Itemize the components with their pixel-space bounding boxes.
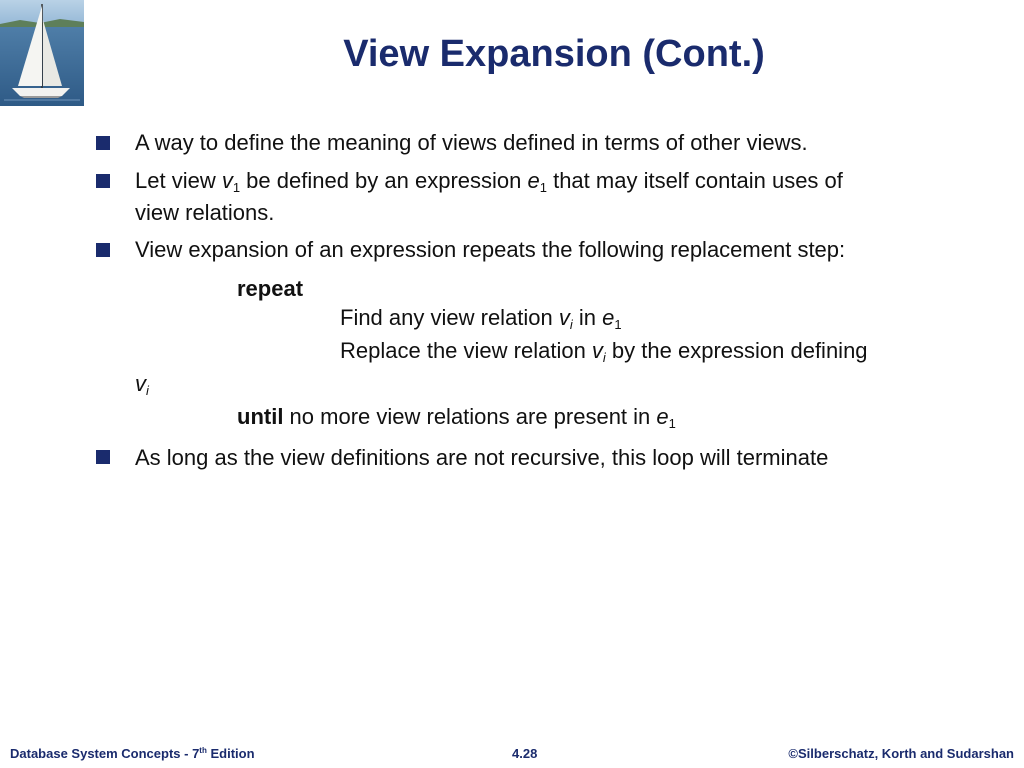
footer-book-title: Database System Concepts - 7th Edition (10, 746, 255, 761)
repeat-keyword: repeat (237, 276, 304, 301)
footer-page-number: 4.28 (512, 746, 538, 761)
bullet-text-3: View expansion of an expression repeats the following replacement step: (135, 237, 846, 262)
square-bullet-icon (96, 450, 110, 464)
until-step: until no more view relations are present in $e_1$ (237, 404, 676, 431)
bullet-text-1: A way to define the meaning of views defined in terms of other views. (135, 130, 808, 155)
square-bullet-icon (96, 174, 110, 188)
replace-step: Replace the view relation $v_i$ by the expression defining (340, 338, 868, 365)
sailboat-logo (0, 0, 84, 106)
slide-title: View Expansion (Cont.) (343, 33, 765, 75)
bullet-text-4: As long as the view definitions are not recursive, this loop will terminate (135, 445, 829, 470)
bullet-text-2-cont: view relations. (135, 200, 275, 225)
replace-step-wrap: $v_i$ (135, 371, 149, 398)
footer-copyright: ©Silberschatz, Korth and Sudarshan (788, 746, 1014, 761)
square-bullet-icon (96, 243, 110, 257)
find-step: Find any view relation $v_i$ in $e_1$ (340, 305, 622, 332)
bullet-text-2: Let view $v_1$ be defined by an expression $e_1$ that may itself contain uses of (135, 168, 843, 195)
square-bullet-icon (96, 136, 110, 150)
